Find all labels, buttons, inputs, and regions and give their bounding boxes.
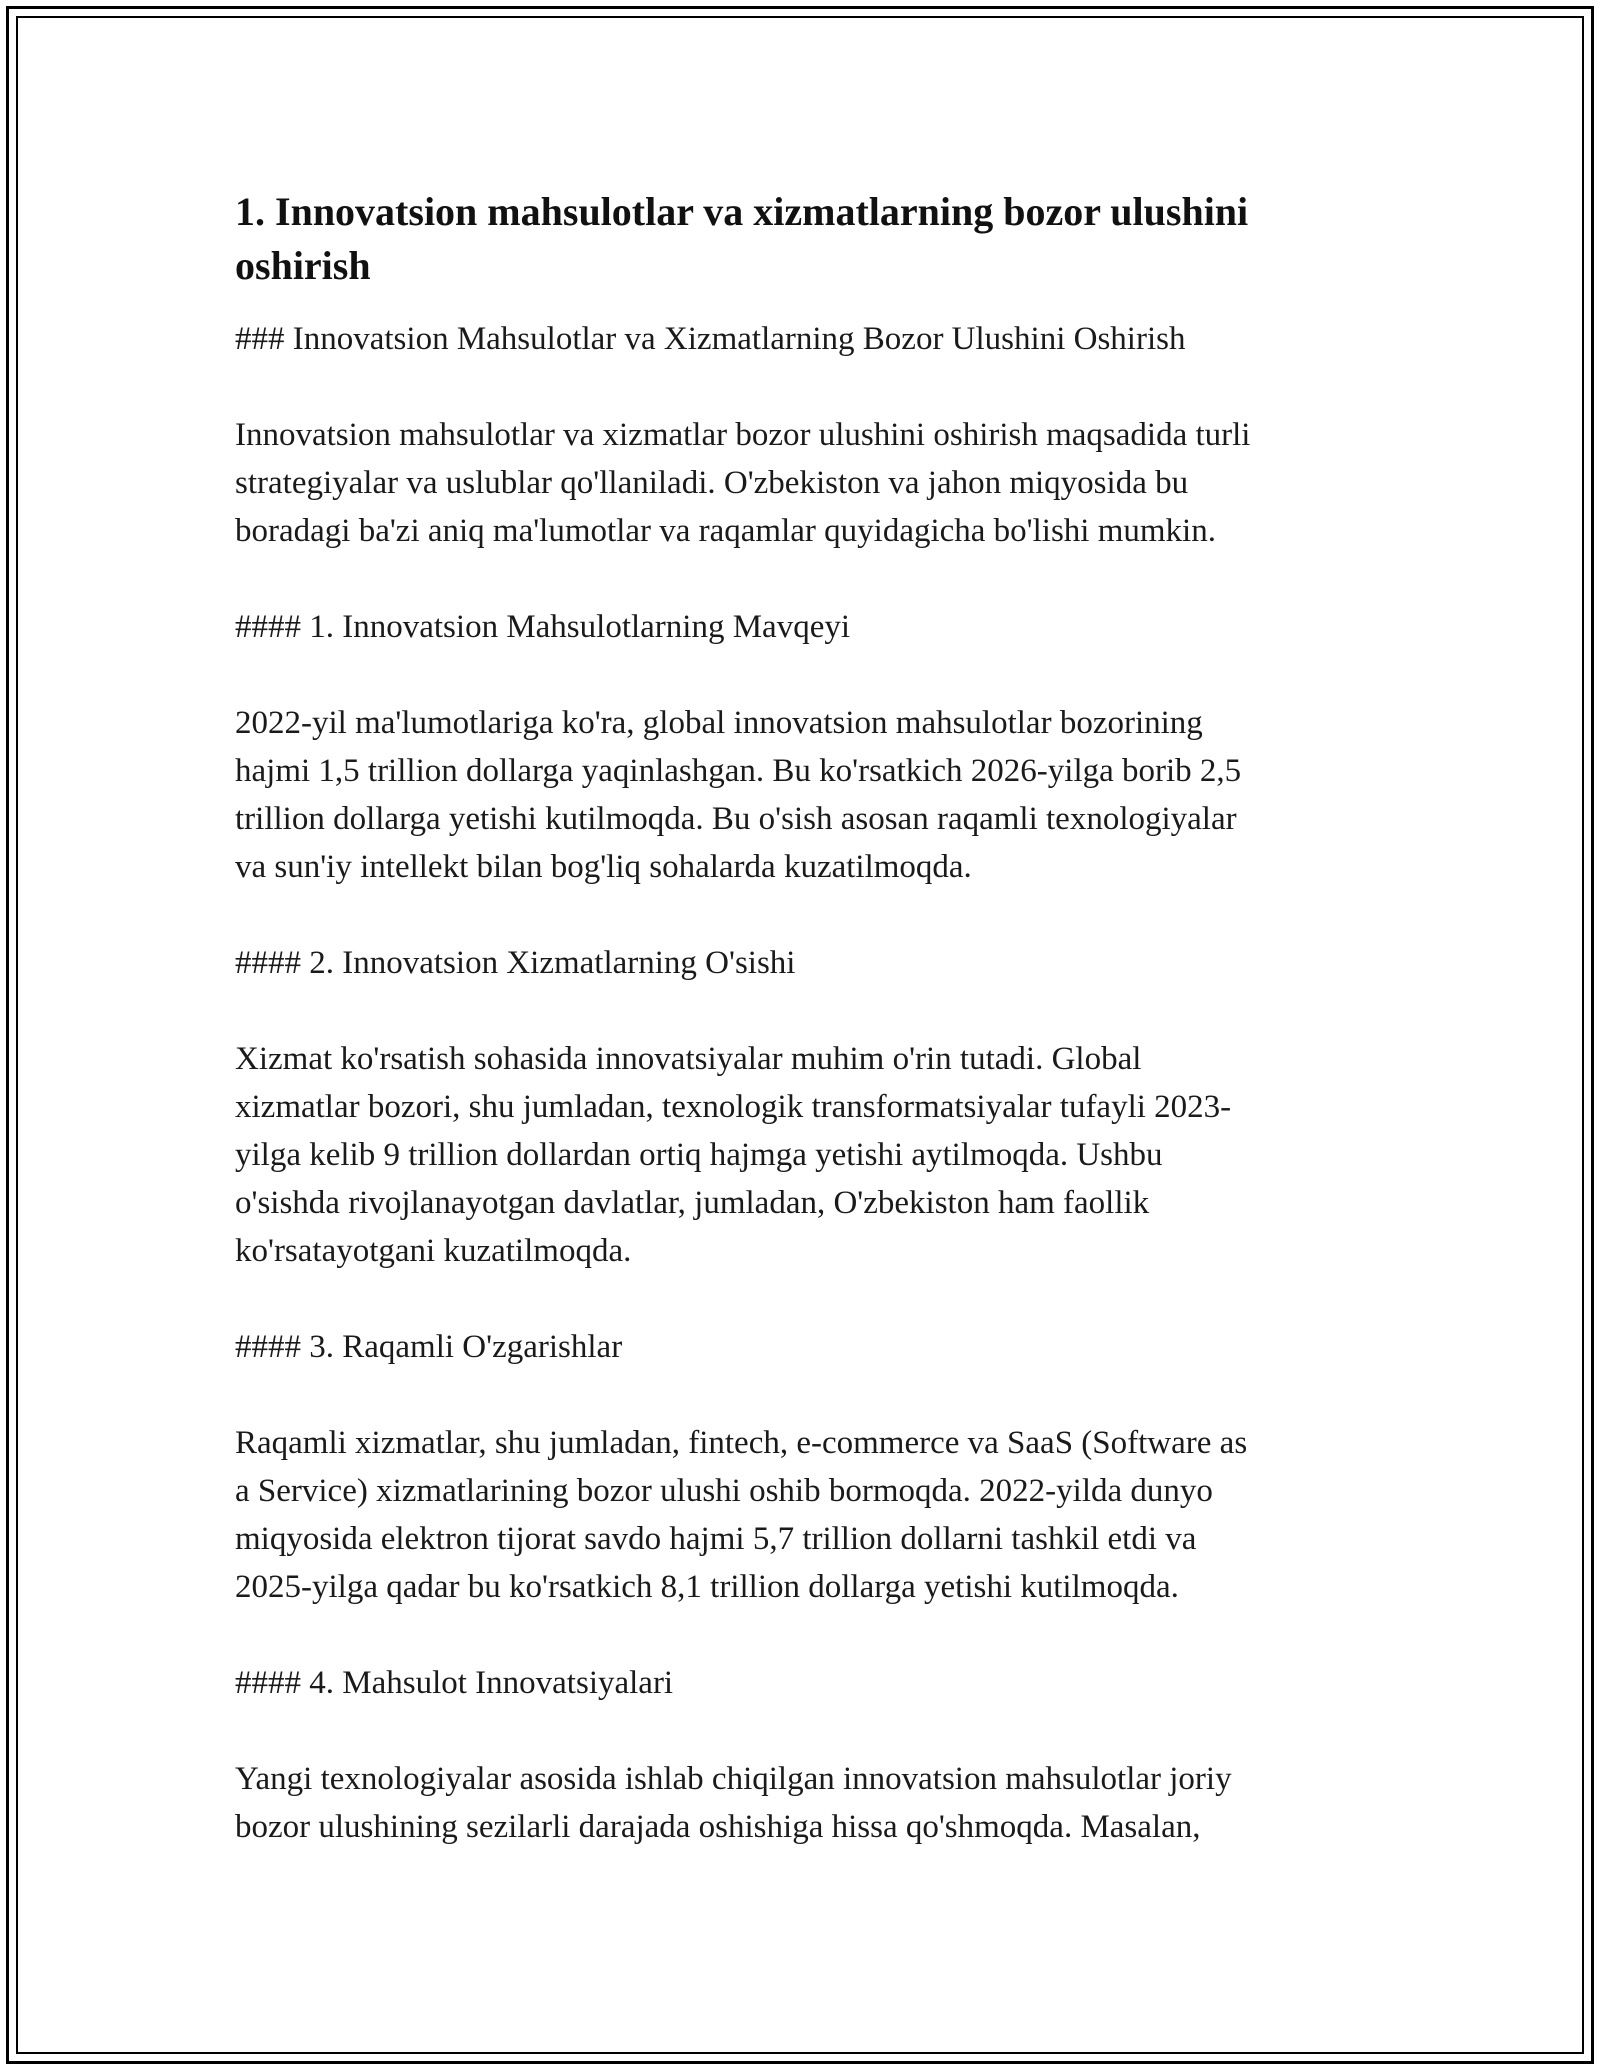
paragraph-line: a Service) xizmatlarining bozor ulushi oshib bormoqda. 2022-yilda dunyo	[235, 1473, 1213, 1509]
paragraph-line: Xizmat ko'rsatish sohasida innovatsiyalar muhim o'rin tutadi. Global	[235, 1041, 1142, 1077]
section-paragraph-2	[235, 1035, 1380, 1275]
title-line: oshirish	[235, 243, 371, 288]
paragraph-line: strategiyalar va uslublar qo'llaniladi. O'zbekiston va jahon miqyosida bu	[235, 465, 1189, 501]
paragraph-line: 2025-yilga qadar bu ko'rsatkich 8,1 trillion dollarga yetishi kutilmoqda.	[235, 1569, 1179, 1605]
paragraph-line: boradagi ba'zi aniq ma'lumotlar va raqamlar quyidagicha bo'lishi mumkin.	[235, 513, 1216, 549]
intro-paragraph	[235, 411, 1380, 555]
paragraph-line: yilga kelib 9 trillion dollardan ortiq hajmga yetishi aytilmoqda. Ushbu	[235, 1137, 1163, 1173]
paragraph-line: va sun'iy intellekt bilan bog'liq sohalarda kuzatilmoqda.	[235, 849, 972, 885]
paragraph-line: 2022-yil ma'lumotlariga ko'ra, global innovatsion mahsulotlar bozorining	[235, 705, 1203, 741]
section-heading-2: #### 2. Innovatsion Xizmatlarning O'sishi	[235, 945, 796, 981]
paragraph-line: Yangi texnologiyalar asosida ishlab chiqilgan innovatsion mahsulotlar joriy	[235, 1761, 1232, 1797]
section-paragraph-3	[235, 1419, 1380, 1611]
document-title	[235, 185, 1380, 293]
section-paragraph-1	[235, 699, 1380, 891]
paragraph-line: trillion dollarga yetishi kutilmoqda. Bu o'sish asosan raqamli texnologiyalar	[235, 801, 1237, 837]
section-paragraph-4	[235, 1755, 1380, 1851]
document-page	[235, 185, 1380, 1899]
paragraph-line: bozor ulushining sezilarli darajada oshishiga hissa qo'shmoqda. Masalan,	[235, 1809, 1201, 1845]
paragraph-line: Raqamli xizmatlar, shu jumladan, fintech, e-commerce va SaaS (Software as	[235, 1425, 1248, 1461]
paragraph-line: miqyosida elektron tijorat savdo hajmi 5,7 trillion dollarni tashkil etdi va	[235, 1521, 1197, 1557]
section-heading-1: #### 1. Innovatsion Mahsulotlarning Mavqeyi	[235, 609, 851, 645]
main-heading: ### Innovatsion Mahsulotlar va Xizmatlarning Bozor Ulushini Oshirish	[235, 321, 1186, 357]
paragraph-line: xizmatlar bozori, shu jumladan, texnologik transformatsiyalar tufayli 2023-	[235, 1089, 1232, 1125]
section-heading-3: #### 3. Raqamli O'zgarishlar	[235, 1329, 623, 1365]
title-line: 1. Innovatsion mahsulotlar va xizmatlarning bozor ulushini	[235, 189, 1249, 234]
paragraph-line: hajmi 1,5 trillion dollarga yaqinlashgan. Bu ko'rsatkich 2026-yilga borib 2,5	[235, 753, 1242, 789]
section-heading-4: #### 4. Mahsulot Innovatsiyalari	[235, 1665, 674, 1701]
paragraph-line: Innovatsion mahsulotlar va xizmatlar bozor ulushini oshirish maqsadida turli	[235, 417, 1251, 453]
paragraph-line: o'sishda rivojlanayotgan davlatlar, jumladan, O'zbekiston ham faollik	[235, 1185, 1150, 1221]
paragraph-line: ko'rsatayotgani kuzatilmoqda.	[235, 1233, 632, 1269]
